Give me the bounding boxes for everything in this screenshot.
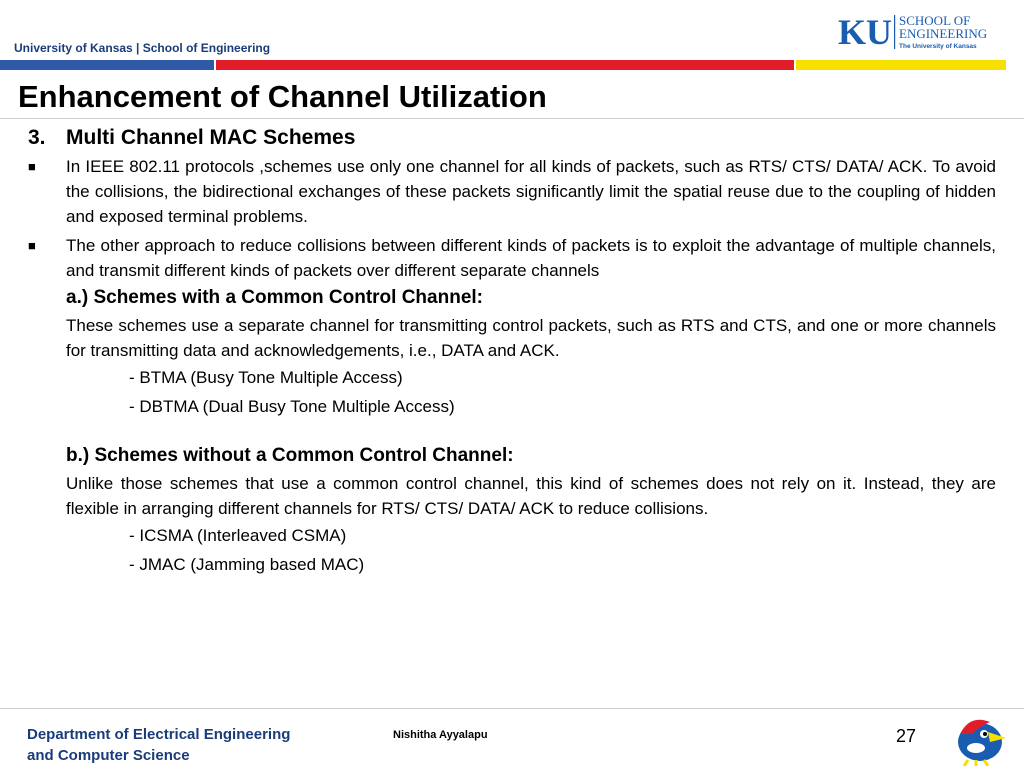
section-heading	[28, 126, 996, 150]
logo-line1: SCHOOL OF	[899, 13, 971, 28]
bullet-text: In IEEE 802.11 protocols ,schemes use only one channel for all kinds of packets, such as RTS/ CTS/ DATA/ ACK. To avoid the collisions, the bidirectional exchanges of these packets significantly limit the spatial reuse due to the coupling of hidden and exposed terminal problems.	[66, 157, 996, 226]
subsection-heading: a.) Schemes with a Common Control Channel:	[66, 287, 483, 308]
section-number: 3.	[28, 126, 46, 149]
logo-line3: The University of Kansas	[899, 43, 977, 50]
subsection-text: Unlike those schemes that use a common control channel, this kind of schemes does not rely on it. Instead, they are flexible in arranging different channels for RTS/ CTS/ DATA/ ACK to reduce collisions.	[66, 474, 996, 518]
scheme-item: - ICSMA (Interleaved CSMA)	[129, 526, 347, 545]
scheme-item: - DBTMA (Dual Busy Tone Multiple Access)	[129, 397, 455, 416]
bullet-item	[28, 154, 996, 229]
subsection-a	[66, 287, 996, 421]
title-divider	[0, 118, 1024, 119]
jayhawk-mascot-icon	[950, 712, 1008, 766]
scheme-item: - JMAC (Jamming based MAC)	[129, 555, 365, 574]
department-line1: Department of Electrical Engineering	[27, 726, 291, 743]
subsection-text: These schemes use a separate channel for transmitting control packets, such as RTS and CTS, and one or more channels for transmitting data and acknowledgements, i.e., DATA and ACK.	[66, 316, 996, 360]
slide-content	[28, 126, 996, 579]
footer-divider	[0, 708, 1024, 709]
subsection-b	[66, 445, 996, 579]
bullet-item	[28, 233, 996, 283]
subsection-heading: b.) Schemes without a Common Control Channel:	[66, 445, 514, 466]
slide-title: Enhancement of Channel Utilization	[18, 79, 547, 114]
logo-ku-text: KU	[838, 12, 892, 52]
bullet-square-icon: ■	[28, 159, 36, 174]
ku-engineering-logo	[838, 11, 1008, 53]
footer-department	[27, 724, 290, 766]
header-stripe-yellow	[796, 60, 1006, 70]
logo-line2: ENGINEERING	[899, 26, 988, 41]
header-stripe-blue	[0, 60, 214, 70]
bullet-text: The other approach to reduce collisions between different kinds of packets is to exploit the advantage of multiple channels, and transmit different kinds of packets over different separate channels	[66, 236, 996, 280]
bullet-square-icon: ■	[28, 238, 36, 253]
university-header: University of Kansas | School of Engineering	[14, 41, 271, 55]
footer-author: Nishitha Ayyalapu	[393, 729, 488, 741]
department-line2: and Computer Science	[27, 747, 190, 764]
page-number: 27	[896, 726, 917, 746]
header-stripe-red	[216, 60, 794, 70]
section-title: Multi Channel MAC Schemes	[66, 126, 356, 149]
scheme-item: - BTMA (Busy Tone Multiple Access)	[129, 368, 403, 387]
